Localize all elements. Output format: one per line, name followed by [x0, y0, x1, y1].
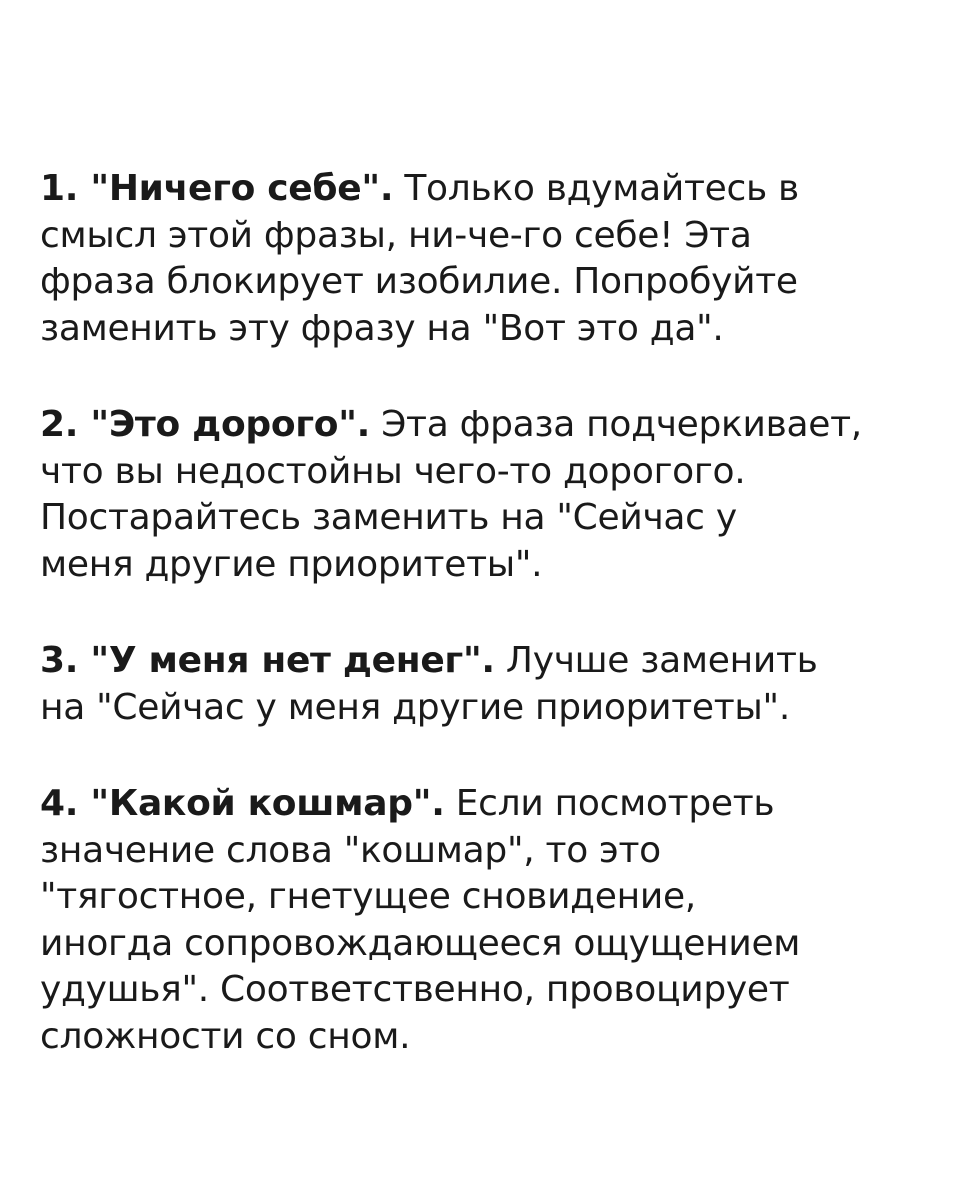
item-text: Лучше заменить [494, 640, 818, 681]
item-heading: 4. "Какой кошмар". [40, 783, 445, 824]
item-text: сложности со сном. [40, 1015, 411, 1057]
phrase-list [40, 166, 940, 1110]
item-text: что вы недостойны чего-то дорогого. [40, 450, 746, 492]
item-text: значение слова "кошмар", то это [40, 829, 661, 871]
item-heading: 3. "У меня нет денег". [40, 640, 495, 681]
item-text: заменить эту фразу на "Вот это да". [40, 307, 724, 349]
item-line [40, 638, 940, 685]
item-line [40, 166, 940, 213]
phrase-item-3 [40, 638, 940, 731]
item-text: Эта фраза подчеркивает, [370, 404, 862, 445]
item-text: Постарайтесь заменить на "Сейчас у [40, 497, 737, 538]
item-text: Если посмотреть [444, 783, 775, 824]
item-text: Только вдумайтесь в [393, 168, 799, 209]
item-heading: 1. "Ничего себе". [40, 168, 394, 209]
phrase-item-1 [40, 166, 940, 352]
item-text: удушья". Соответственно, провоцирует [40, 969, 790, 1010]
item-line [40, 402, 940, 449]
item-text: "тягостное, гнетущее сновидение, [40, 876, 696, 917]
item-text: иногда сопровождающееся ощущением [40, 922, 801, 964]
item-line [40, 781, 940, 828]
item-text: смысл этой фразы, ни-че-го себе! Эта [40, 214, 752, 256]
phrase-item-2 [40, 402, 940, 588]
item-heading: 2. "Это дорого". [40, 404, 371, 445]
item-text: на "Сейчас у меня другие приоритеты". [40, 686, 790, 728]
item-text: меня другие приоритеты". [40, 543, 543, 585]
phrase-item-4 [40, 781, 940, 1060]
item-text: фраза блокирует изобилие. Попробуйте [40, 261, 798, 302]
